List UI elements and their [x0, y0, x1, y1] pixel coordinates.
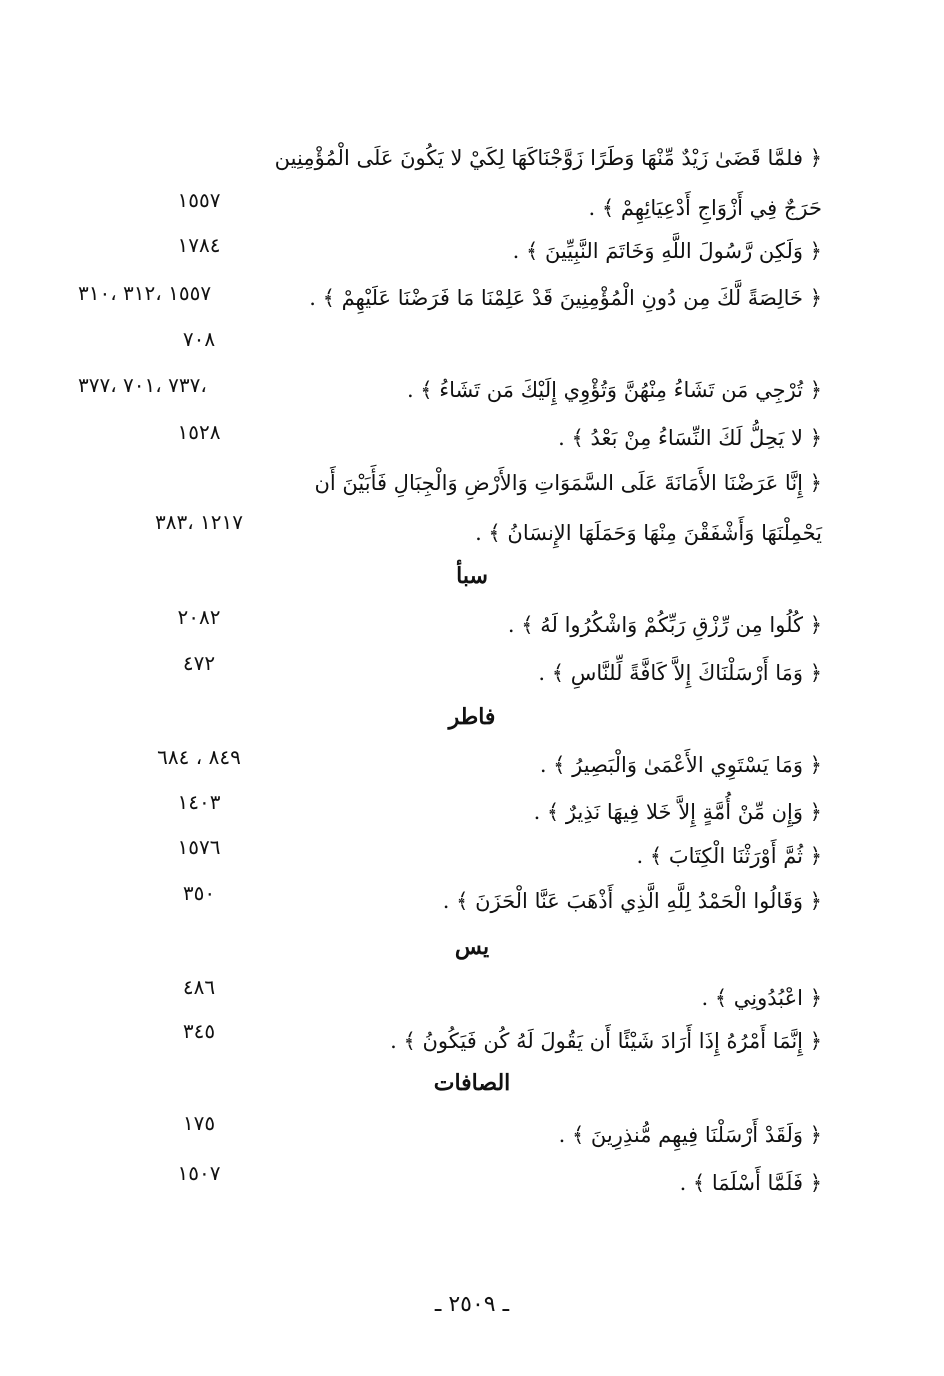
verse-text: ﴿ وَلَكِن رَّسُولَ اللَّهِ وَخَاتَمَ النَّبِيِّينَ ﴾ . [512, 239, 822, 263]
verse-text: ﴿ تُرْجِي مَن تَشَاءُ مِنْهُنَّ وَتُؤْوِي إِلَيْكَ مَن تَشَاءُ ﴾ . [406, 378, 822, 402]
verse-text: ﴿ وَقَالُوا الْحَمْدُ لِلَّهِ الَّذِي أَذْهَبَ عَنَّا الْحَزَنَ ﴾ . [442, 889, 822, 913]
verse-text: حَرَجٌ فِي أَزْوَاجِ أَدْعِيَائِهِمْ ﴾ . [588, 196, 822, 220]
page-reference: ٧٠٨ [182, 327, 216, 351]
page-reference: ،٧٣٧ ،٧٠١ ،٣٧٧ [78, 373, 207, 397]
page-reference: ٢٠٨٢ [177, 605, 221, 629]
page-reference: ١٧٥ [182, 1111, 216, 1135]
verse-text: ﴿ لا يَحِلُّ لَكَ النِّسَاءُ مِنْ بَعْدُ ﴾ . [558, 426, 822, 450]
surah-heading: سبأ [456, 563, 488, 589]
surah-heading: يس [454, 934, 490, 960]
verse-text: ﴿ ثُمَّ أَوْرَثْنَا الْكِتَابَ ﴾ . [636, 844, 822, 868]
page-reference: ٨٤٩ ، ٦٨٤ [157, 745, 241, 769]
page-reference: ١٤٠٣ [177, 790, 221, 814]
verse-text: يَحْمِلْنَهَا وَأَشْفَقْنَ مِنْهَا وَحَمَلَهَا الإِنسَانُ ﴾ . [475, 521, 822, 545]
surah-heading: الصافات [433, 1070, 511, 1096]
verse-text: ﴿ وَإِن مِّنْ أُمَّةٍ إِلاَّ خَلا فِيهَا نَذِيرٌ ﴾ . [533, 800, 822, 824]
verse-text: ﴿ إِنَّمَا أَمْرُهُ إِذَا أَرَادَ شَيْئًا أَن يَقُولَ لَهُ كُن فَيَكُونُ ﴾ . [390, 1029, 822, 1053]
page-reference: ٤٨٦ [182, 975, 216, 999]
verse-text: ﴿ وَمَا أَرْسَلْنَاكَ إِلاَّ كَافَّةً لِّلنَّاسِ ﴾ . [538, 661, 822, 685]
page-reference: ١٥٧٦ [177, 835, 221, 859]
verse-text: ﴿ إِنَّا عَرَضْنَا الأَمَانَةَ عَلَى السَّمَوَاتِ وَالأَرْضِ وَالْجِبَالِ فَأَبَيْنَ أَن [314, 471, 822, 495]
page-reference: ١٢١٧ ،٣٨٣ [154, 510, 243, 534]
surah-heading: فاطر [448, 704, 496, 730]
verse-text: ﴿ فلمَّا قَضَىٰ زَيْدٌ مِّنْهَا وَطَرًا زَوَّجْنَاكَهَا لِكَيْ لا يَكُونَ عَلَى الْمُؤْمِنِين [274, 146, 822, 170]
page-number: ـ ٢٥٠٩ ـ [434, 1292, 510, 1317]
page-reference: ٣٥٠ [182, 881, 216, 905]
page-reference: ٤٧٢ [182, 651, 216, 675]
page-reference: ١٥٢٨ [177, 420, 221, 444]
page-reference: ١٧٨٤ [177, 233, 221, 257]
page-reference: ١٥٥٧ [177, 188, 221, 212]
page-reference: ١٥٥٧ ،٣١٢ ،٣١٠ [78, 281, 212, 305]
page-reference: ١٥٠٧ [177, 1161, 221, 1185]
verse-text: ﴿ كُلُوا مِن رِّزْقِ رَبِّكُمْ وَاشْكُرُوا لَهُ ﴾ . [507, 613, 822, 637]
verse-text: ﴿ وَمَا يَسْتَوِي الأَعْمَىٰ وَالْبَصِيرُ ﴾ . [539, 753, 822, 777]
page-reference: ٣٤٥ [182, 1019, 216, 1043]
verse-text: ﴿ اعْبُدُونِي ﴾ . [701, 986, 822, 1010]
verse-text: ﴿ خَالِصَةً لَّكَ مِن دُونِ الْمُؤْمِنِينَ قَدْ عَلِمْنَا مَا فَرَضْنَا عَلَيْهِمْ ﴾ . [309, 286, 822, 310]
verse-text: ﴿ فَلَمَّا أَسْلَمَا ﴾ . [679, 1171, 822, 1195]
verse-text: ﴿ وَلَقَدْ أَرْسَلْنَا فِيهِم مُّنذِرِينَ ﴾ . [558, 1123, 822, 1147]
